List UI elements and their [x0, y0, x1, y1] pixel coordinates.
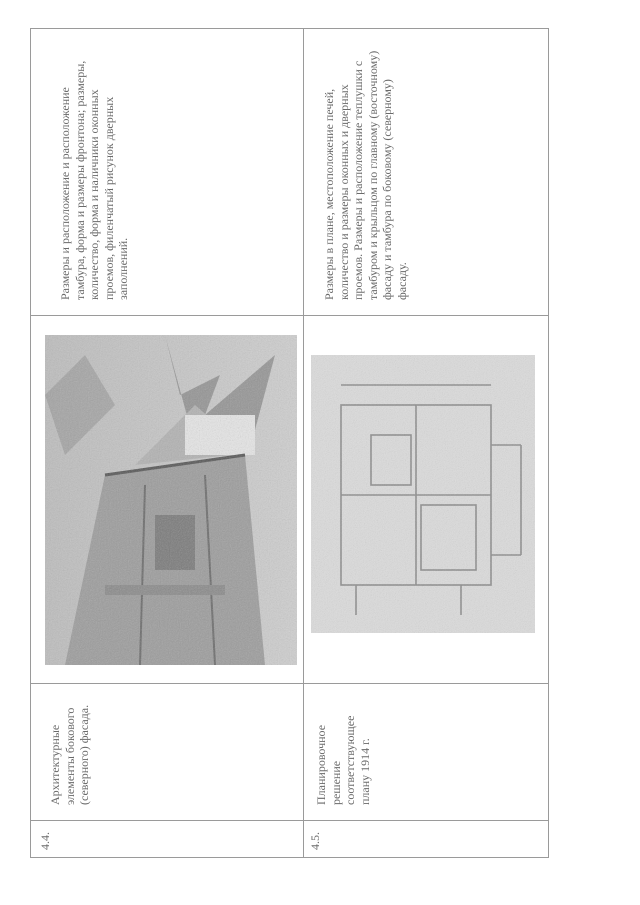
row-number: 4.5. [308, 832, 322, 850]
description-cell: Размеры и расположение и расположение тамбура, форма и размеры фронтона; размеры, количество, форма и наличники оконных проемов, филенчатый рисунок дверных заполнений. [58, 60, 130, 300]
table-border-top [30, 28, 549, 29]
row-divider [303, 28, 304, 858]
row-number: 4.4. [38, 832, 52, 850]
element-name-cell: Архитектурные элементы бокового (северного) фасада. [48, 704, 91, 805]
table-border-bottom [30, 857, 549, 858]
element-name-cell: Планировочное решение соответствующее плану 1914 г. [314, 715, 372, 805]
column-divider-number [30, 820, 549, 821]
description-cell: Размеры в плане, местоположение печей, количество и размеры оконных и дверных проемов. Размеры и расположение теплушки с тамбуром и крыльцом по главному (восточному) фасаду и тамбура по боковому (северному) фасаду. [322, 50, 409, 300]
column-divider-image [30, 315, 549, 316]
building-photo [45, 335, 297, 665]
table-border-right [548, 28, 549, 858]
column-divider-element [30, 683, 549, 684]
table-border-left [30, 28, 31, 858]
floor-plan-drawing [311, 355, 535, 633]
